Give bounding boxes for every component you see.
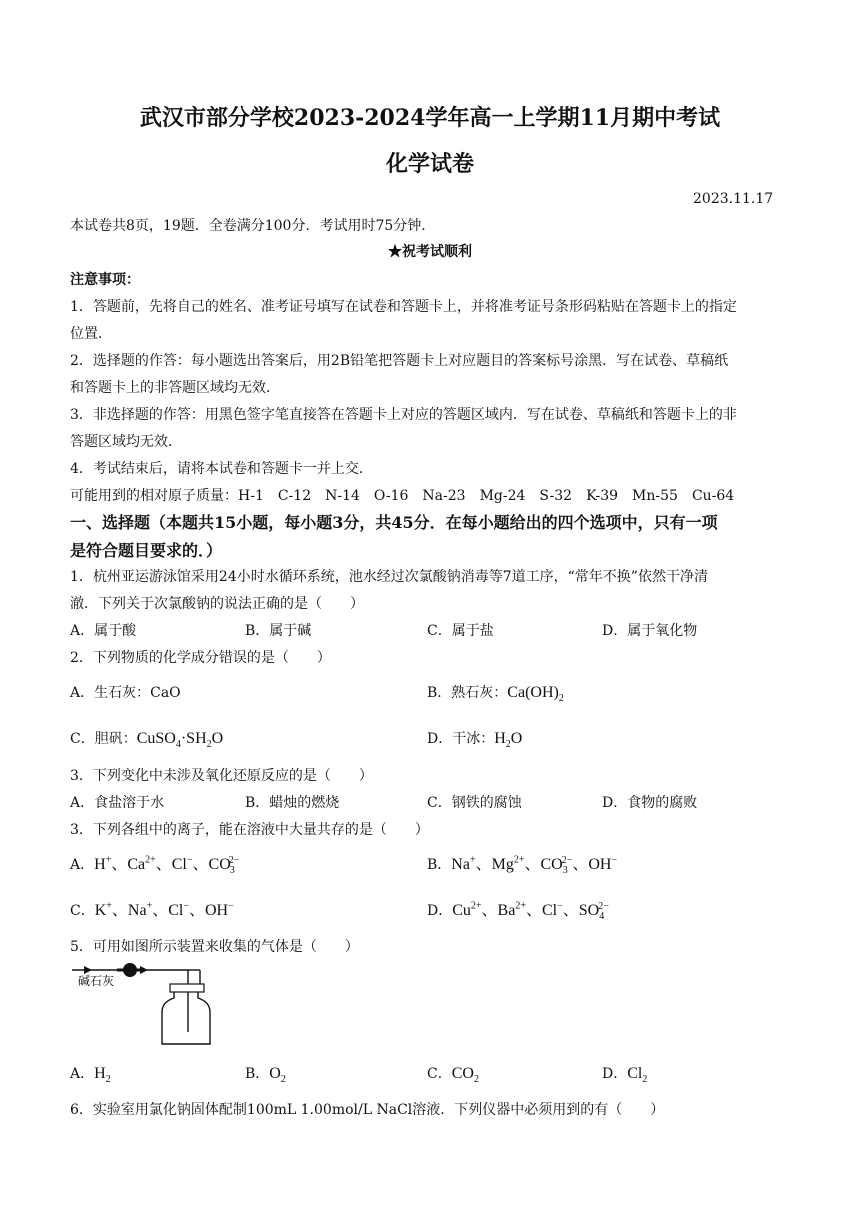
q4-option-d-label: D． <box>427 903 453 919</box>
q5-option-a <box>70 1065 111 1086</box>
q3-option-d: D．食物的腐败 <box>602 795 698 811</box>
q2-option-a: A．生石灰：CaO <box>70 685 181 701</box>
note-3b: 答题区域均无效． <box>70 434 182 450</box>
q5-option-b-label: B． <box>245 1066 270 1082</box>
q5-option-b-formula: $O_2$ <box>269 1065 286 1086</box>
q4-option-a-label: A． <box>70 857 95 873</box>
q3-option-c: C．钢铁的腐蚀 <box>427 795 522 811</box>
q4-option-d <box>427 900 609 923</box>
q6-stem: 6．实验室用氯化钠固体配制100mL 1.00mol/L NaCl溶液．下列仪器中必须用到的有（ ） <box>70 1102 665 1118</box>
q4-option-c-ions: K+、Na+、Cl−、OH− <box>94 900 234 919</box>
apparatus-label: 碱石灰 <box>78 974 115 988</box>
atomic-masses: 可能用到的相对原子质量：H-1 C-12 N-14 O-16 Na-23 Mg-24 S-32 K-39 Mn-55 Cu-64 <box>70 488 735 504</box>
q4-option-b <box>427 854 618 877</box>
exam-date: 2023.11.17 <box>693 191 774 207</box>
q4-option-c <box>70 902 234 920</box>
q2-option-b-label: B．熟石灰： <box>427 685 508 701</box>
exam-subtitle: 化学试卷 <box>385 151 474 177</box>
q5-option-c-label: C． <box>427 1066 452 1082</box>
q2-option-c-label: C．胆矾： <box>70 731 137 747</box>
q5-option-a-formula: $H_2$ <box>94 1065 111 1086</box>
q5-option-b <box>245 1065 286 1086</box>
note-1b: 位置． <box>70 326 112 342</box>
q5-stem: 5．可用如图所示装置来收集的气体是（ ） <box>70 939 359 955</box>
q4-option-c-label: C． <box>70 903 95 919</box>
q5-option-d-formula: $Cl_2$ <box>627 1065 648 1086</box>
q4-option-b-ions: Na+、$Mg^{2+}$、$CO_3^{2-}$、OH− <box>451 854 618 877</box>
section-1-heading: 一、选择题（本题共15小题，每小题3分，共45分．在每小题给出的四个选项中，只有一项 <box>70 513 718 532</box>
q1-stem-2: 澈．下列关于次氯酸钠的说法正确的是（ ） <box>70 596 364 612</box>
exam-intro: 本试卷共8页，19题．全卷满分100分．考试用时75分钟． <box>70 218 436 234</box>
q4-option-a-ions: H+、$Ca^{2+}$、Cl−、$CO_3^{2-}$ <box>94 854 240 877</box>
q3-option-a: A．食盐溶于水 <box>70 795 165 811</box>
notes-heading: 注意事项： <box>70 272 140 288</box>
q5-option-c-formula: $CO_2$ <box>451 1065 479 1086</box>
q2-option-b <box>427 684 564 705</box>
note-2b: 和答题卡上的非答题区域均无效． <box>70 380 280 396</box>
section-1-heading-cont: 是符合题目要求的．） <box>70 541 223 560</box>
q4-option-b-label: B． <box>427 857 452 873</box>
q2-option-c-formula: $CuSO_4\cdot SH_2O$ <box>136 730 224 751</box>
q2-option-b-formula: $Ca(OH)_2$ <box>507 684 564 705</box>
q4-stem: 3．下列各组中的离子，能在溶液中大量共存的是（ ） <box>70 822 429 838</box>
note-3a: 3．非选择题的作答：用黑色签字笔直接答在答题卡上对应的答题区域内．写在试卷、草稿纸和答题卡上的非 <box>70 407 737 423</box>
q5-option-a-label: A． <box>70 1066 95 1082</box>
q1-option-a: A．属于酸 <box>70 623 137 639</box>
exam-title: 武汉市部分学校2023-2024学年高一上学期11月期中考试 <box>139 105 721 131</box>
note-4: 4．考试结束后，请将本试卷和答题卡一并上交． <box>70 461 373 477</box>
q2-stem: 2．下列物质的化学成分错误的是（ ） <box>70 650 331 666</box>
q2-option-d <box>427 730 523 751</box>
q4-option-a <box>70 854 240 877</box>
q1-stem-1: 1．杭州亚运游泳馆采用24小时水循环系统，池水经过次氯酸钠消毒等7道工序，“常年不换”依然干净清 <box>70 569 708 585</box>
q2-option-d-label: D．干冰： <box>427 731 495 747</box>
good-luck-line: ★祝考试顺利 <box>388 244 472 260</box>
q1-option-d: D．属于氧化物 <box>602 623 698 639</box>
q5-option-c <box>427 1065 479 1086</box>
q5-option-d <box>602 1065 648 1086</box>
q4-option-d-ions: $Cu^{2+}$、$Ba^{2+}$、Cl−、$SO_4^{2-}$ <box>452 900 609 923</box>
q3-stem: 3．下列变化中未涉及氧化还原反应的是（ ） <box>70 768 373 784</box>
note-2a: 2．选择题的作答：每小题选出答案后，用2B铅笔把答题卡上对应题目的答案标号涂黑．写在试卷、草稿纸 <box>70 353 729 369</box>
q2-option-d-formula: $H_2O$ <box>494 730 523 751</box>
note-1a: 1．答题前，先将自己的姓名、准考证号填写在试卷和答题卡上，并将准考证号条形码粘贴在答题卡上的指定 <box>70 299 737 315</box>
q1-option-b: B．属于碱 <box>245 623 312 639</box>
q3-option-b: B．蜡烛的燃烧 <box>245 795 340 811</box>
q1-option-c: C．属于盐 <box>427 623 494 639</box>
q2-option-c <box>70 730 224 751</box>
q5-option-d-label: D． <box>602 1066 628 1082</box>
